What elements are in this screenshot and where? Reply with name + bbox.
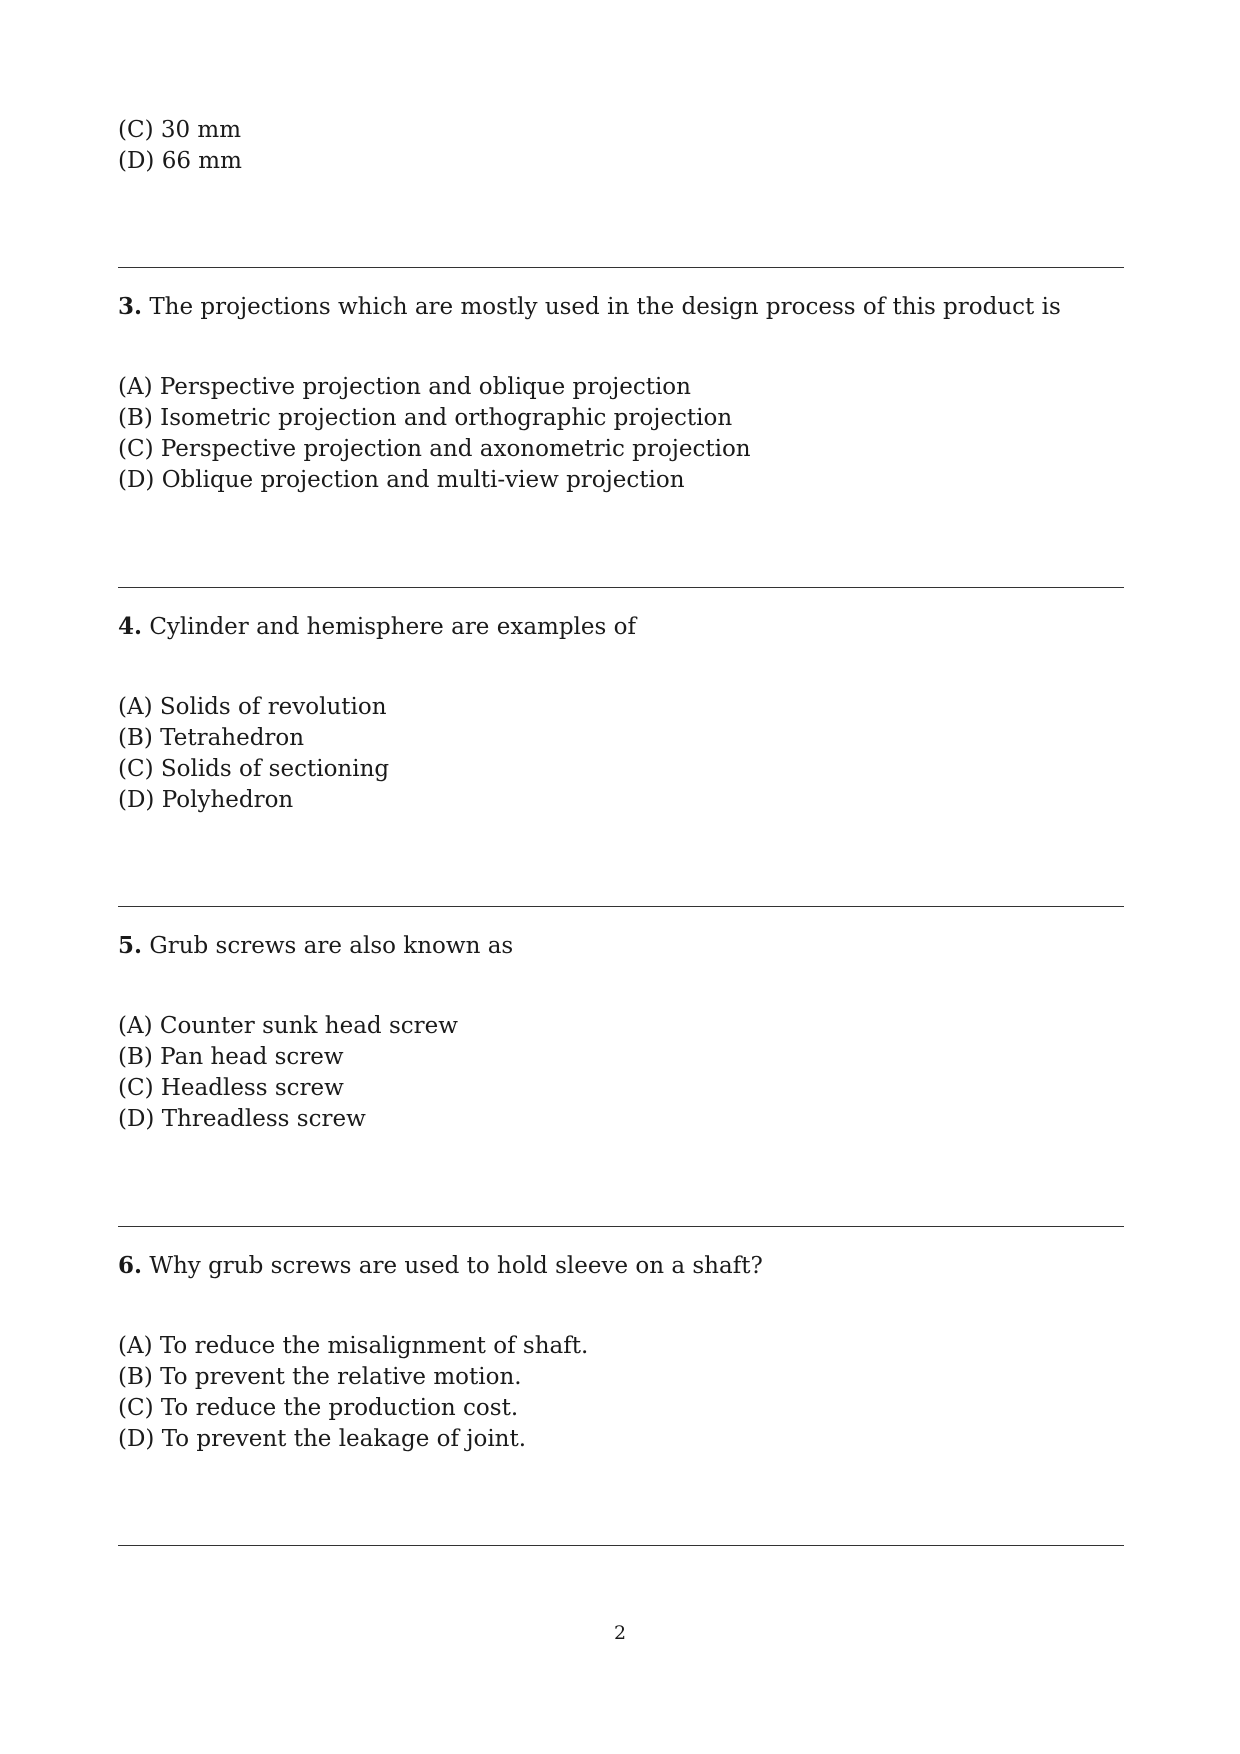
- divider: [118, 906, 1124, 907]
- question-text: Grub screws are also known as: [149, 933, 514, 959]
- option-d: (D) Threadless screw: [118, 1106, 366, 1132]
- question-text: The projections which are mostly used in the design process of this product is: [149, 294, 1061, 320]
- option-a: (A) Counter sunk head screw: [118, 1013, 458, 1039]
- question-number: 3.: [118, 293, 143, 320]
- option-c: (C) 30 mm: [118, 117, 242, 143]
- question-3: [118, 291, 1061, 323]
- question-text: Cylinder and hemisphere are examples of: [149, 614, 637, 640]
- option-b: (B) Pan head screw: [118, 1044, 344, 1070]
- option-b: (B) To prevent the relative motion.: [118, 1364, 522, 1390]
- divider: [118, 1226, 1124, 1227]
- divider: [118, 1545, 1124, 1546]
- divider: [118, 587, 1124, 588]
- option-a: (A) Solids of revolution: [118, 694, 387, 720]
- question-number: 5.: [118, 932, 143, 959]
- option-c: (C) Headless screw: [118, 1075, 344, 1101]
- option-c: (C) To reduce the production cost.: [118, 1395, 519, 1421]
- option-d: (D) Oblique projection and multi-view projection: [118, 467, 685, 493]
- divider: [118, 267, 1124, 268]
- option-b: (B) Isometric projection and orthographic projection: [118, 405, 733, 431]
- question-5: [118, 930, 513, 962]
- option-c: (C) Solids of sectioning: [118, 756, 390, 782]
- question-4: [118, 611, 636, 643]
- option-a: (A) Perspective projection and oblique projection: [118, 374, 691, 400]
- question-number: 4.: [118, 613, 143, 640]
- option-d: (D) To prevent the leakage of joint.: [118, 1426, 527, 1452]
- option-b: (B) Tetrahedron: [118, 725, 305, 751]
- option-d: (D) 66 mm: [118, 148, 242, 174]
- question-6: [118, 1250, 763, 1282]
- question-number: 6.: [118, 1252, 143, 1279]
- option-d: (D) Polyhedron: [118, 787, 294, 813]
- option-c: (C) Perspective projection and axonometric projection: [118, 436, 751, 462]
- question-text: Why grub screws are used to hold sleeve on a shaft?: [149, 1253, 763, 1279]
- page-number: 2: [613, 1622, 627, 1644]
- option-a: (A) To reduce the misalignment of shaft.: [118, 1333, 589, 1359]
